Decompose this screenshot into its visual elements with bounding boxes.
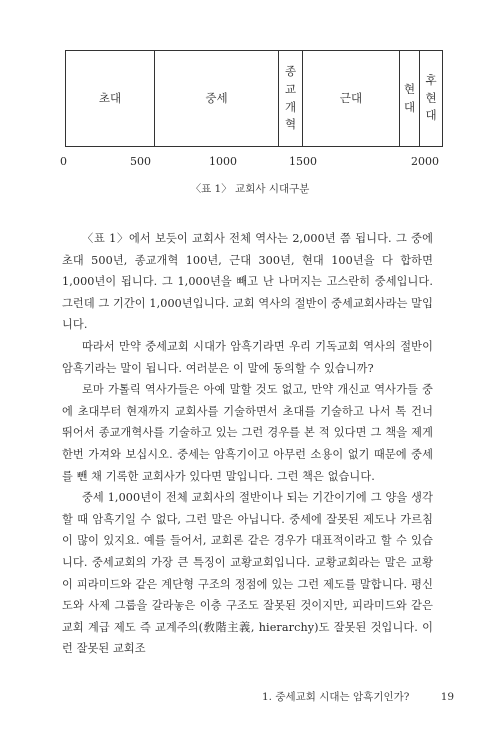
period-label: 초대: [98, 90, 122, 105]
period-cell-contemporary: [400, 51, 420, 147]
running-title: 1. 중세교회 시대는 암흑기인가?: [262, 691, 410, 703]
body-text: [62, 228, 433, 660]
period-label: 종교개혁: [284, 63, 297, 132]
period-label: 후현대: [425, 72, 437, 123]
period-row: [66, 51, 443, 147]
period-label: 중세: [205, 90, 228, 105]
period-cell-postmodern: [420, 51, 443, 147]
paragraph: 로마 가톨릭 역사가들은 아예 말할 것도 없고, 만약 개신교 역사가들 중에 초대부터 현재까지 교회사를 기술하면서 초대를 기술하고 나서 톡 건너뛰어서 종교개혁사를 기술하고 있는 그런 경우를 본 적 있다면 그 책을 제게 한번 가져와 보십시오. 중세는 암흑기이고 아무런 소용이 없기 때문에 중세를 뺀 채 기록한 교회사가 있다면 말입니다. 그런 책은 없습니다.: [62, 383, 433, 483]
period-label: 근대: [339, 90, 363, 105]
paragraph: 〈표 1〉에서 보듯이 교회사 전체 역사는 2,000년 쯤 됩니다. 그 중에 초대 500년, 종교개혁 100년, 근대 300년, 현대 100년을 다 합하면 1,000년이 됩니다. 그 1,000년을 빼고 난 나머지는 고스란히 중세입니다. 그런데 그 기간이 1,000년입니다. 교회 역사의 절반이 중세교회사라는 말입니다.: [62, 232, 433, 332]
axis-tick: 2000: [411, 155, 439, 168]
page-footer: [262, 689, 454, 704]
axis-tick: 1000: [209, 155, 237, 168]
axis-tick: 0: [60, 155, 67, 168]
page-number: 19: [440, 691, 455, 703]
period-table: [65, 50, 443, 147]
paragraph: 따라서 만약 중세교회 시대가 암흑기라면 우리 기독교회 역사의 절반이 암흑기라는 말이 됩니다. 여러분은 이 말에 동의할 수 있습니까?: [62, 339, 433, 375]
period-cell-modern: [303, 51, 400, 147]
paragraph: 중세 1,000년이 전체 교회사의 절반이나 되는 기간이기에 그 양을 생각할 때 암흑기일 수 없다, 그런 말은 아닙니다. 중세에 잘못된 제도나 가르침이 많이 있지요. 예를 들어서, 교회론 같은 경우가 대표적이라고 할 수 있습니다. 중세교회의 가장 큰 특징이 교황교회입니다. 교황교회라는 말은 교황이 피라미드와 같은 계단형 구조의 정점에 있는 그런 제도를 말합니다. 평신도와 사제 그룹을 갈라놓은 이층 구조도 잘못된 것이지만, 피라미드와 같은 교회 계급 제도 즉 교계주의(敎階主義, hierarchy)도 잘못된 것입니다. 이런 잘못된 교회조: [62, 491, 433, 656]
period-cell-early: [66, 51, 155, 147]
period-cell-reformation: [279, 51, 303, 147]
period-cell-medieval: [155, 51, 279, 147]
axis-tick: 1500: [289, 155, 317, 168]
table-caption: 〈표 1〉 교회사 시대구분: [190, 183, 310, 195]
period-label: 현대: [403, 81, 416, 114]
axis-tick: 500: [130, 155, 151, 168]
